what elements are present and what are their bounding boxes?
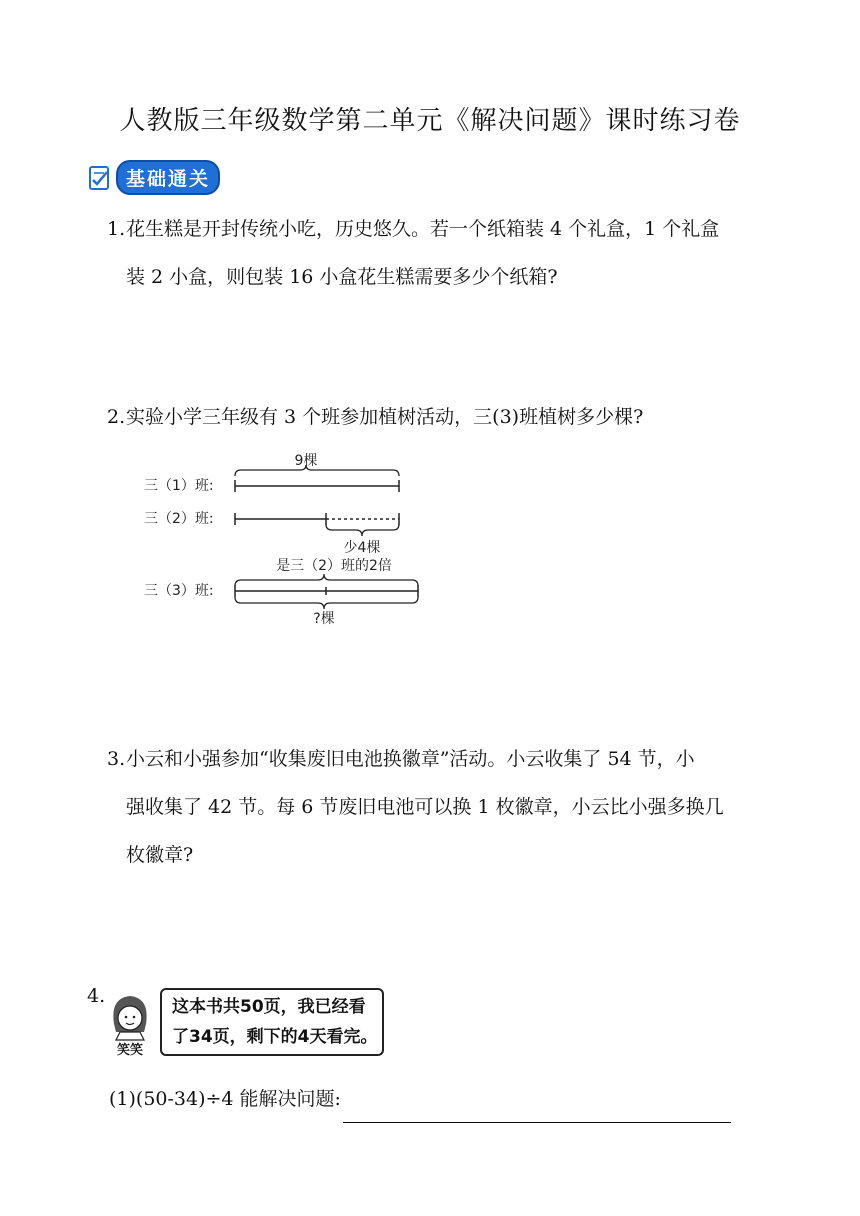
question-number: 2. (107, 406, 126, 428)
section-badge-label: 基础通关 (116, 160, 220, 195)
class-2-label: 三（2）班: (144, 511, 214, 527)
section-badge (88, 160, 220, 195)
question-number: 3. (107, 748, 126, 770)
nine-trees-label: 9棵 (294, 453, 318, 469)
question-text-line: 小云和小强参加“收集废旧电池换徽章”活动。小云收集了 54 节，小 (126, 748, 695, 770)
bubble-line: 这本书共50页，我已经看 (172, 997, 366, 1017)
brace-unknown (235, 597, 418, 609)
line-segment-diagram (140, 448, 440, 628)
sub-question-1 (109, 1075, 731, 1123)
class-1-label: 三（1）班: (144, 478, 214, 494)
question-text-line: 花生糕是开封传统小吃，历史悠久。若一个纸箱装 4 个礼盒，1 个礼盒 (126, 218, 720, 240)
page-title: 人教版三年级数学第二单元《解决问题》课时练习卷 (119, 106, 741, 136)
speaker-name: 笑笑 (116, 1043, 144, 1058)
less-four-label: 少4棵 (343, 540, 381, 556)
checklist-icon (88, 163, 114, 193)
question-number: 4. (87, 985, 106, 1007)
question-text-line: 装 2 小盒，则包装 16 小盒花生糕需要多少个纸箱? (126, 266, 558, 288)
girl-icon (104, 988, 156, 1058)
question-number: 1. (107, 218, 126, 240)
unknown-trees-label: ?棵 (313, 611, 335, 627)
brace-less (326, 524, 399, 536)
double-label: 是三（2）班的2倍 (276, 558, 392, 574)
question-text-line: 枚徽章? (126, 844, 194, 866)
sub-question-text: (1)(50-34)÷4 能解决问题: (109, 1088, 341, 1110)
bubble-line: 了34页，剩下的4天看完。 (172, 1027, 378, 1047)
question-text-line: 强收集了 42 节。每 6 节废旧电池可以换 1 枚徽章，小云比小强多换几 (126, 796, 724, 818)
comic-illustration (104, 988, 378, 1062)
speech-bubble (160, 988, 384, 1056)
class-3-label: 三（3）班: (144, 583, 214, 599)
question-text-line: 实验小学三年级有 3 个班参加植树活动，三(3)班植树多少棵? (126, 406, 644, 428)
answer-blank[interactable] (343, 1102, 731, 1123)
brace-times (235, 574, 418, 586)
